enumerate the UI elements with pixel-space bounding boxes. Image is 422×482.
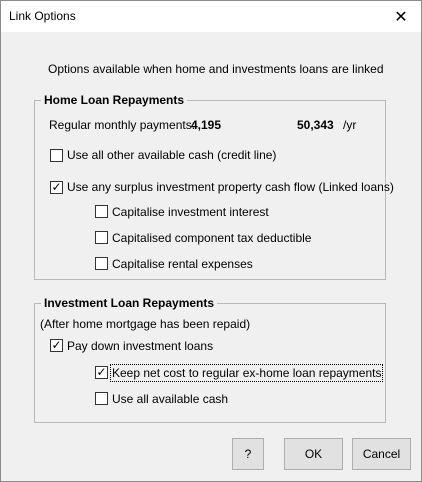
check-icon: ✓ bbox=[51, 338, 62, 352]
use-other-cash-checkbox[interactable] bbox=[50, 149, 63, 162]
capitalise-interest-checkbox[interactable] bbox=[95, 205, 108, 218]
use-available-cash-checkbox[interactable] bbox=[95, 392, 108, 405]
intro-text: Options available when home and investments loans are linked bbox=[48, 62, 384, 76]
capitalise-rental-checkbox[interactable] bbox=[95, 257, 108, 270]
window-title: Link Options bbox=[9, 9, 76, 23]
pay-down-investment-checkbox[interactable] bbox=[50, 339, 63, 352]
check-icon: ✓ bbox=[51, 180, 62, 194]
use-available-cash-label[interactable]: Use all available cash bbox=[112, 392, 229, 406]
close-icon[interactable]: ✕ bbox=[394, 8, 408, 26]
monthly-payments-label: Regular monthly payments: bbox=[49, 118, 196, 132]
use-other-cash-label[interactable]: Use all other available cash (credit line) bbox=[67, 148, 277, 162]
tax-deductible-label[interactable]: Capitalised component tax deductible bbox=[112, 231, 312, 245]
keep-net-cost-checkbox[interactable] bbox=[95, 366, 108, 379]
keep-net-cost-label[interactable]: Keep net cost to regular ex-home loan repayments bbox=[112, 366, 382, 380]
help-button[interactable]: ? bbox=[232, 438, 264, 470]
surplus-cashflow-label[interactable]: Use any surplus investment property cash flow (Linked loans) bbox=[67, 180, 394, 194]
surplus-cashflow-checkbox[interactable] bbox=[50, 181, 63, 194]
capitalise-rental-label[interactable]: Capitalise rental expenses bbox=[112, 257, 253, 271]
title-bar bbox=[1, 1, 421, 32]
home-loan-heading: Home Loan Repayments bbox=[41, 93, 187, 107]
investment-loan-note: (After home mortgage has been repaid) bbox=[40, 317, 251, 331]
check-icon: ✓ bbox=[96, 365, 107, 379]
yearly-payments-value: 50,343 bbox=[297, 118, 334, 132]
yearly-unit: /yr bbox=[343, 118, 357, 132]
capitalise-interest-label[interactable]: Capitalise investment interest bbox=[112, 205, 269, 219]
pay-down-investment-label[interactable]: Pay down investment loans bbox=[67, 339, 214, 353]
monthly-payments-value: 4,195 bbox=[191, 118, 222, 132]
cancel-button[interactable]: Cancel bbox=[352, 438, 411, 470]
investment-loan-heading: Investment Loan Repayments bbox=[41, 296, 217, 310]
ok-button[interactable]: OK bbox=[284, 438, 343, 470]
tax-deductible-checkbox[interactable] bbox=[95, 231, 108, 244]
